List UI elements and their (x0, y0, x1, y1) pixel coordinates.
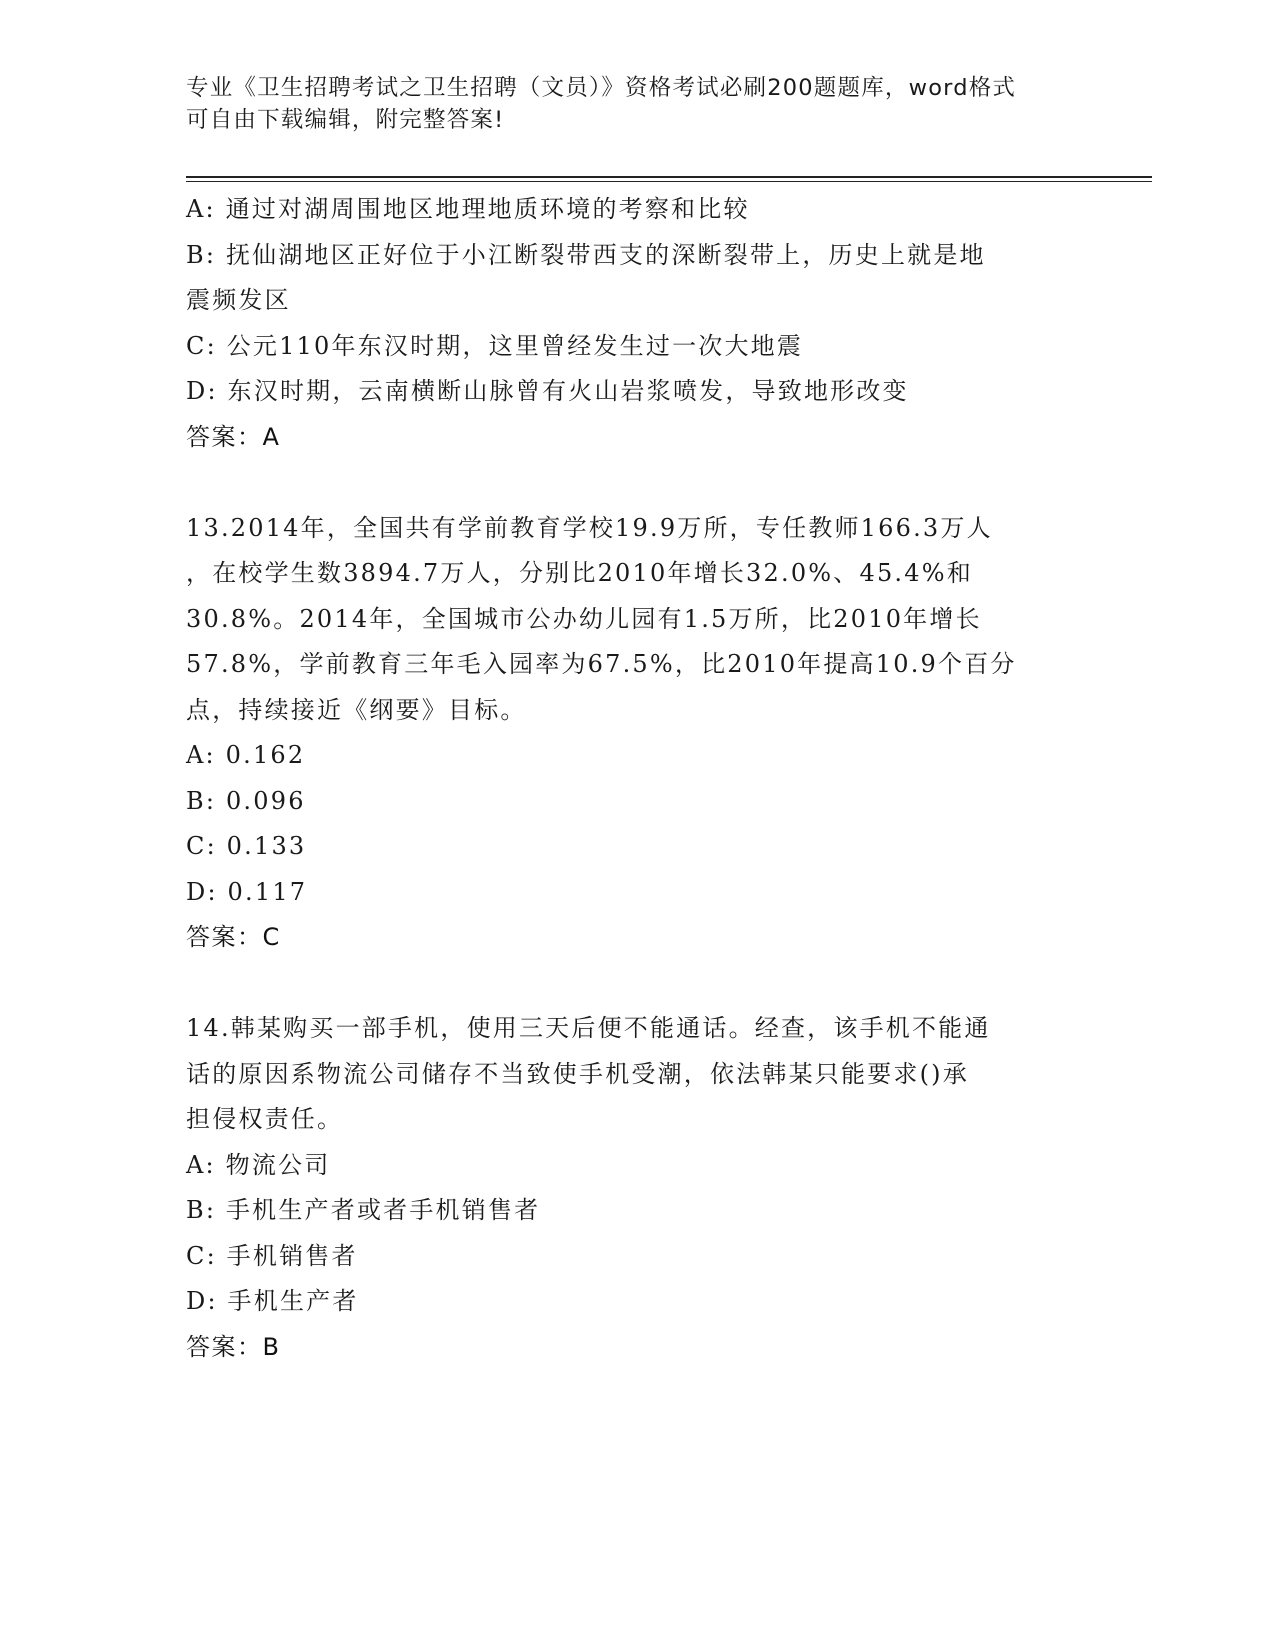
option-d: D: 东汉时期，云南横断山脉曾有火山岩浆喷发，导致地形改变 (186, 377, 909, 405)
option-c: C: 公元110年东汉时期，这里曾经发生过一次大地震 (186, 331, 804, 360)
header-line-1: 专业《卫生招聘考试之卫生招聘（文员）》资格考试必刷200题题库，word格式 (186, 75, 1017, 101)
document-body (186, 187, 1086, 1370)
option-c: C: 0.133 (186, 832, 307, 860)
header-line-2: 可自由下载编辑，附完整答案! (186, 107, 505, 133)
option-a: A: 0.162 (186, 741, 306, 769)
option-a: A: 物流公司 (186, 1150, 331, 1179)
question-stem-line: 14.韩某购买一部手机，使用三天后便不能通话。经查，该手机不能通 (186, 1014, 991, 1042)
question-stem-line: ，在校学生数3894.7万人，分别比2010年增长32.0%、45.4%和 (186, 559, 973, 587)
question-stem-line: 57.8%，学前教育三年毛入园率为67.5%，比2010年提高10.9个百分 (186, 650, 1017, 678)
option-b: B: 抚仙湖地区正好位于小江断裂带西支的深断裂带上，历史上就是地 (186, 240, 986, 269)
question-14 (186, 1006, 1086, 1370)
question-stem-line: 话的原因系物流公司储存不当致使手机受潮，依法韩某只能要求()承 (186, 1059, 969, 1088)
option-b: B: 0.096 (186, 786, 306, 815)
option-b: B: 手机生产者或者手机销售者 (186, 1196, 541, 1224)
option-a: A: 通过对湖周围地区地理地质环境的考察和比较 (186, 195, 750, 223)
header-divider-thin (186, 181, 1152, 182)
question-stem-line: 点，持续接近《纲要》目标。 (186, 695, 527, 724)
option-d: D: 手机生产者 (186, 1287, 359, 1315)
option-b-continued: 震频发区 (186, 286, 291, 314)
question-stem-line: 担侵权责任。 (186, 1105, 344, 1133)
option-d: D: 0.117 (186, 877, 308, 906)
question-13 (186, 506, 1086, 961)
answer: 答案：C (186, 923, 281, 951)
document-header (186, 72, 1066, 136)
option-c: C: 手机销售者 (186, 1241, 358, 1270)
answer: 答案：A (186, 422, 281, 451)
question-stem-line: 13.2014年，全国共有学前教育学校19.9万所，专任教师166.3万人 (186, 513, 993, 542)
header-divider-thick (186, 176, 1152, 178)
answer: 答案：B (186, 1332, 281, 1361)
spacer (186, 961, 1086, 1007)
question-12 (186, 187, 1086, 460)
spacer (186, 460, 1086, 506)
question-stem-line: 30.8%。2014年，全国城市公办幼儿园有1.5万所，比2010年增长 (186, 604, 982, 633)
